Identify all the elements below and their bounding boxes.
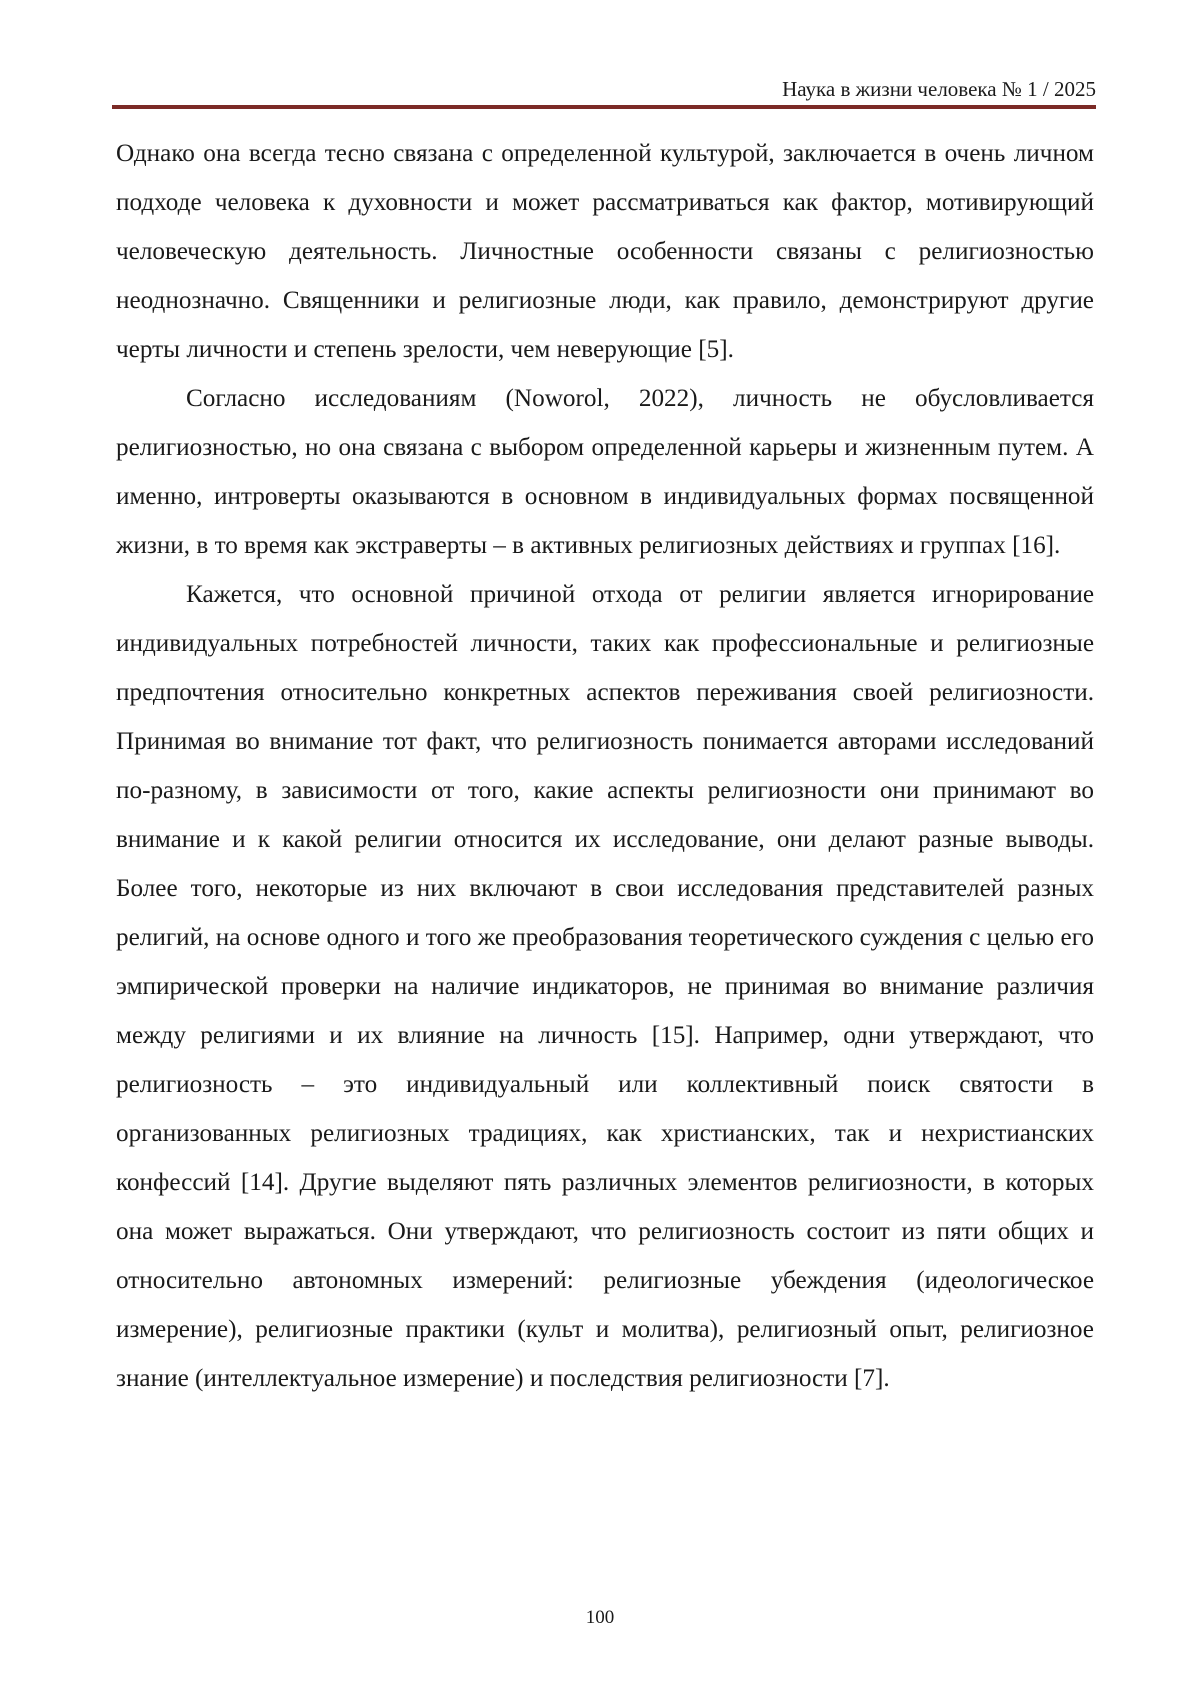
paragraph-1: Однако она всегда тесно связана с определенной культурой, заключается в очень личном подходе человека к духовности и может рассматриваться как фактор, мотивирующий человеческую деятельность. Личностные особенности связаны с религиозностью неоднозначно. Священники и религиозные люди, как правило, демонстрируют другие черты личности и степень зрелости, чем неверующие [5]. (116, 129, 1094, 374)
running-header (112, 74, 1096, 104)
page-number: 100 (0, 1606, 1200, 1630)
header-divider (112, 105, 1096, 109)
paragraph-2: Согласно исследованиям (Noworol, 2022), личность не обусловливается религиозностью, но она связана с выбором определенной карьеры и жизненным путем. А именно, интроверты оказываются в основном в индивидуальных формах посвященной жизни, в то время как экстраверты – в активных религиозных действиях и группах [16]. (116, 374, 1094, 570)
paragraph-3: Кажется, что основной причиной отхода от религии является игнорирование индивидуальных потребностей личности, таких как профессиональные и религиозные предпочтения относительно конкретных аспектов переживания своей религиозности. Принимая во внимание тот факт, что религиозность понимается авторами исследований по-разному, в зависимости от того, какие аспекты религиозности они принимают во внимание и к какой религии относится их исследование, они делают разные выводы. Более того, некоторые из них включают в свои исследования представителей разных религий, на основе одного и того же преобразования теоретического суждения с целью его эмпирической проверки на наличие индикаторов, не принимая во внимание различия между религиями и их влияние на личность [15]. Например, одни утверждают, что религиозность – это индивидуальный или коллективный поиск святости в организованных религиозных традициях, как христианских, так и нехристианских конфессий [14]. Другие выделяют пять различных элементов религиозности, в которых она может выражаться. Они утверждают, что религиозность состоит из пяти общих и относительно автономных измерений: религиозные убеждения (идеологическое измерение), религиозные практики (культ и молитва), религиозный опыт, религиозное знание (интеллектуальное измерение) и последствия религиозности [7]. (116, 570, 1094, 1403)
article-body (116, 129, 1094, 1403)
journal-title: Наука в жизни человека № 1 / 2025 (782, 77, 1096, 101)
